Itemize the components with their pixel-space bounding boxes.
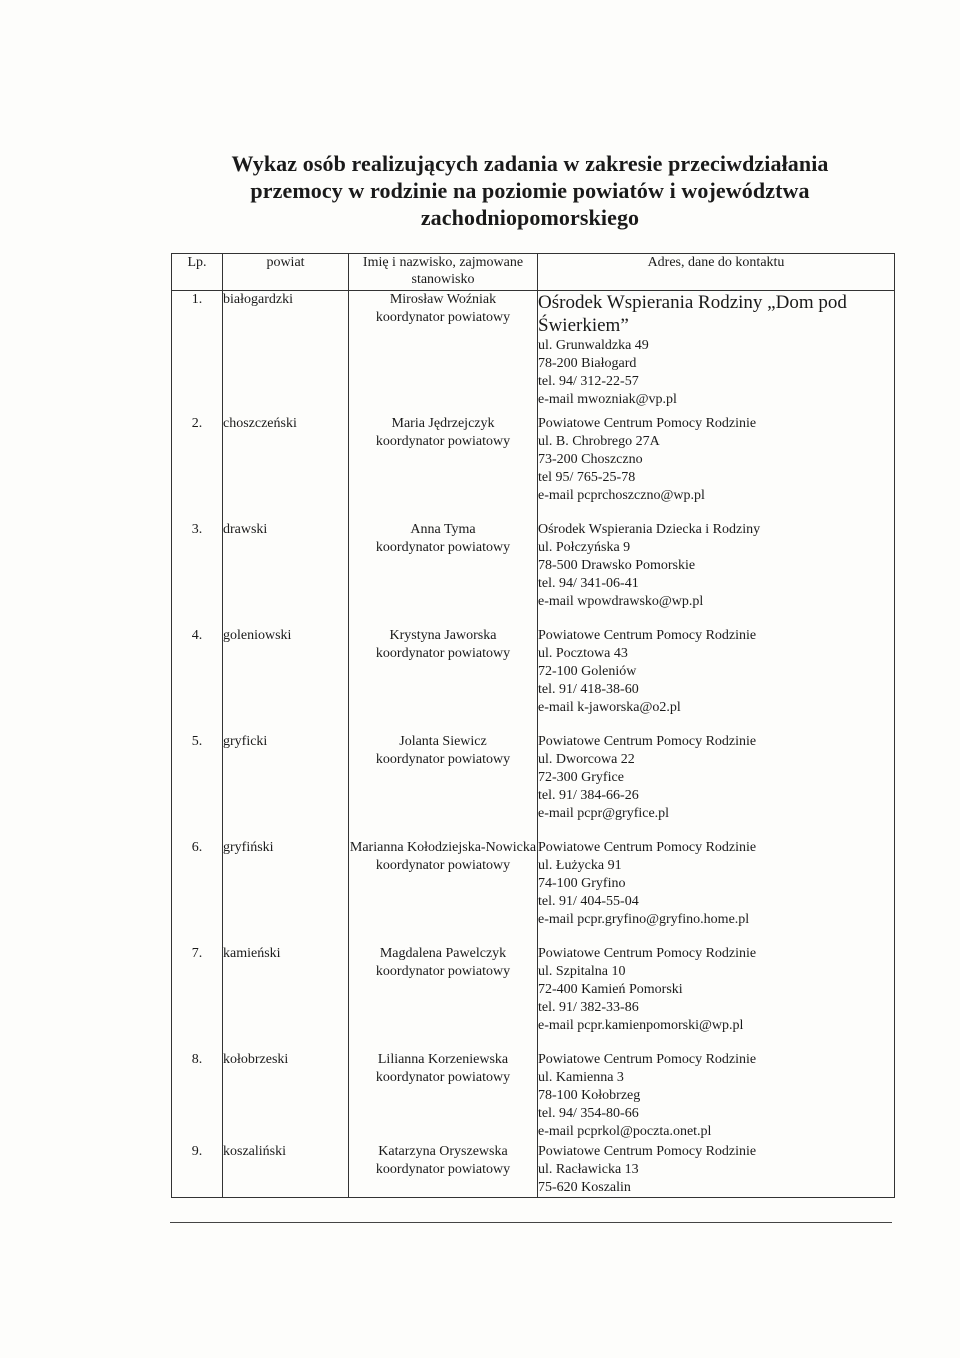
table-row [172, 945, 895, 1051]
row-powiat: goleniowski [223, 627, 349, 733]
table-row [172, 415, 895, 521]
institution-name: Powiatowe Centrum Pomocy Rodzinie [538, 416, 757, 431]
row-address [538, 627, 895, 733]
row-address [538, 415, 895, 521]
person-position: koordynator powiatowy [375, 310, 511, 325]
person-name: Lilianna Korzeniewska [377, 1052, 509, 1067]
street: ul. Dworcowa 22 [538, 752, 635, 767]
street: ul. Połczyńska 9 [538, 540, 631, 555]
row-lp: 4. [172, 627, 223, 733]
row-address [538, 945, 895, 1051]
street: ul. Racławicka 13 [538, 1162, 639, 1177]
phone: tel. 94/ 312-22-57 [538, 374, 639, 389]
institution-name: Powiatowe Centrum Pomocy Rodzinie [538, 628, 757, 643]
phone: tel. 91/ 418-38-60 [538, 682, 639, 697]
table-row [172, 291, 895, 416]
city: 78-100 Kołobrzeg [538, 1088, 641, 1103]
person-name: Maria Jędrzejczyk [391, 416, 495, 431]
city: 72-400 Kamień Pomorski [538, 982, 683, 997]
phone: tel. 91/ 404-55-04 [538, 894, 639, 909]
row-person [349, 1143, 538, 1198]
email: e-mail pcprkol@poczta.onet.pl [538, 1124, 712, 1139]
person-position: koordynator powiatowy [375, 540, 511, 555]
row-powiat: drawski [223, 521, 349, 627]
row-person [349, 945, 538, 1051]
person-position: koordynator powiatowy [375, 964, 511, 979]
email: e-mail mwozniak@vp.pl [538, 392, 677, 407]
document-title [170, 150, 890, 231]
person-position: koordynator powiatowy [375, 1070, 511, 1085]
header-address: Adres, dane do kontaktu [538, 254, 895, 291]
street: ul. Kamienna 3 [538, 1070, 624, 1085]
row-lp: 7. [172, 945, 223, 1051]
email: e-mail pcpr.kamienpomorski@wp.pl [538, 1018, 744, 1033]
city: 72-100 Goleniów [538, 664, 637, 679]
row-person [349, 291, 538, 416]
row-powiat: białogardzki [223, 291, 349, 416]
row-person [349, 733, 538, 839]
table-row [172, 627, 895, 733]
row-lp: 6. [172, 839, 223, 945]
street: ul. Pocztowa 43 [538, 646, 628, 661]
institution-name: Powiatowe Centrum Pomocy Rodzinie [538, 734, 757, 749]
city: 73-200 Choszczno [538, 452, 643, 467]
row-powiat: choszczeński [223, 415, 349, 521]
institution-name: Ośrodek Wspierania Rodziny „Dom pod [538, 292, 847, 313]
email: e-mail pcprchoszczno@wp.pl [538, 488, 705, 503]
street: ul. Łużycka 91 [538, 858, 622, 873]
email: e-mail pcpr@gryfice.pl [538, 806, 670, 821]
row-address [538, 733, 895, 839]
row-person [349, 1051, 538, 1143]
institution-name: Powiatowe Centrum Pomocy Rodzinie [538, 946, 757, 961]
phone: tel. 91/ 384-66-26 [538, 788, 639, 803]
row-lp: 8. [172, 1051, 223, 1143]
row-powiat: gryfiński [223, 839, 349, 945]
person-position: koordynator powiatowy [375, 434, 511, 449]
table-row [172, 733, 895, 839]
header-lp: Lp. [172, 254, 223, 291]
person-name: Krystyna Jaworska [389, 628, 497, 643]
institution-name: Powiatowe Centrum Pomocy Rodzinie [538, 840, 757, 855]
row-address [538, 839, 895, 945]
phone: tel 95/ 765-25-78 [538, 470, 636, 485]
row-address [538, 1051, 895, 1143]
title-line-2: przemocy w rodzinie na poziomie powiatów i województwa [250, 178, 810, 203]
row-person [349, 521, 538, 627]
person-name: Anna Tyma [410, 522, 476, 537]
street: ul. Grunwaldzka 49 [538, 338, 649, 353]
city: 75-620 Koszalin [538, 1180, 631, 1195]
row-powiat: koszaliński [223, 1143, 349, 1198]
city: 74-100 Gryfino [538, 876, 626, 891]
row-lp: 5. [172, 733, 223, 839]
person-name: Jolanta Siewicz [399, 734, 487, 749]
contacts-table [171, 253, 895, 1198]
street: ul. Szpitalna 10 [538, 964, 626, 979]
institution-name: Powiatowe Centrum Pomocy Rodzinie [538, 1144, 757, 1159]
person-name: Magdalena Pawelczyk [379, 946, 507, 961]
row-lp: 3. [172, 521, 223, 627]
person-name: Marianna Kołodziejska-Nowicka [349, 840, 537, 855]
email: e-mail pcpr.gryfino@gryfino.home.pl [538, 912, 750, 927]
person-position: koordynator powiatowy [375, 1162, 511, 1177]
row-address [538, 521, 895, 627]
street: ul. B. Chrobrego 27A [538, 434, 660, 449]
email: e-mail k-jaworska@o2.pl [538, 700, 681, 715]
row-address [538, 291, 895, 416]
person-name: Katarzyna Oryszewska [378, 1144, 508, 1159]
row-lp: 9. [172, 1143, 223, 1198]
row-powiat: kołobrzeski [223, 1051, 349, 1143]
table-row [172, 1051, 895, 1143]
row-lp: 1. [172, 291, 223, 416]
table-row [172, 839, 895, 945]
city: 78-500 Drawsko Pomorskie [538, 558, 696, 573]
institution-name-cont: Świerkiem” [538, 315, 629, 336]
header-name: Imię i nazwisko, zajmowane stanowisko [349, 254, 538, 291]
row-lp: 2. [172, 415, 223, 521]
page-divider [170, 1222, 892, 1223]
phone: tel. 94/ 354-80-66 [538, 1106, 639, 1121]
table-row [172, 1143, 895, 1198]
institution-name: Powiatowe Centrum Pomocy Rodzinie [538, 1052, 757, 1067]
institution-name: Ośrodek Wspierania Dziecka i Rodziny [538, 522, 761, 537]
row-person [349, 627, 538, 733]
city: 72-300 Gryfice [538, 770, 624, 785]
table-header-row [172, 254, 895, 291]
table-row [172, 521, 895, 627]
row-person [349, 415, 538, 521]
phone: tel. 91/ 382-33-86 [538, 1000, 639, 1015]
person-position: koordynator powiatowy [375, 858, 511, 873]
person-position: koordynator powiatowy [375, 752, 511, 767]
row-person [349, 839, 538, 945]
person-name: Mirosław Woźniak [389, 292, 497, 307]
row-powiat: kamieński [223, 945, 349, 1051]
person-position: koordynator powiatowy [375, 646, 511, 661]
phone: tel. 94/ 341-06-41 [538, 576, 639, 591]
city: 78-200 Białogard [538, 356, 637, 371]
header-powiat: powiat [223, 254, 349, 291]
title-line-3: zachodniopomorskiego [420, 205, 640, 230]
title-line-1: Wykaz osób realizujących zadania w zakresie przeciwdziałania [231, 151, 829, 176]
row-address [538, 1143, 895, 1198]
email: e-mail wpowdrawsko@wp.pl [538, 594, 704, 609]
row-powiat: gryficki [223, 733, 349, 839]
